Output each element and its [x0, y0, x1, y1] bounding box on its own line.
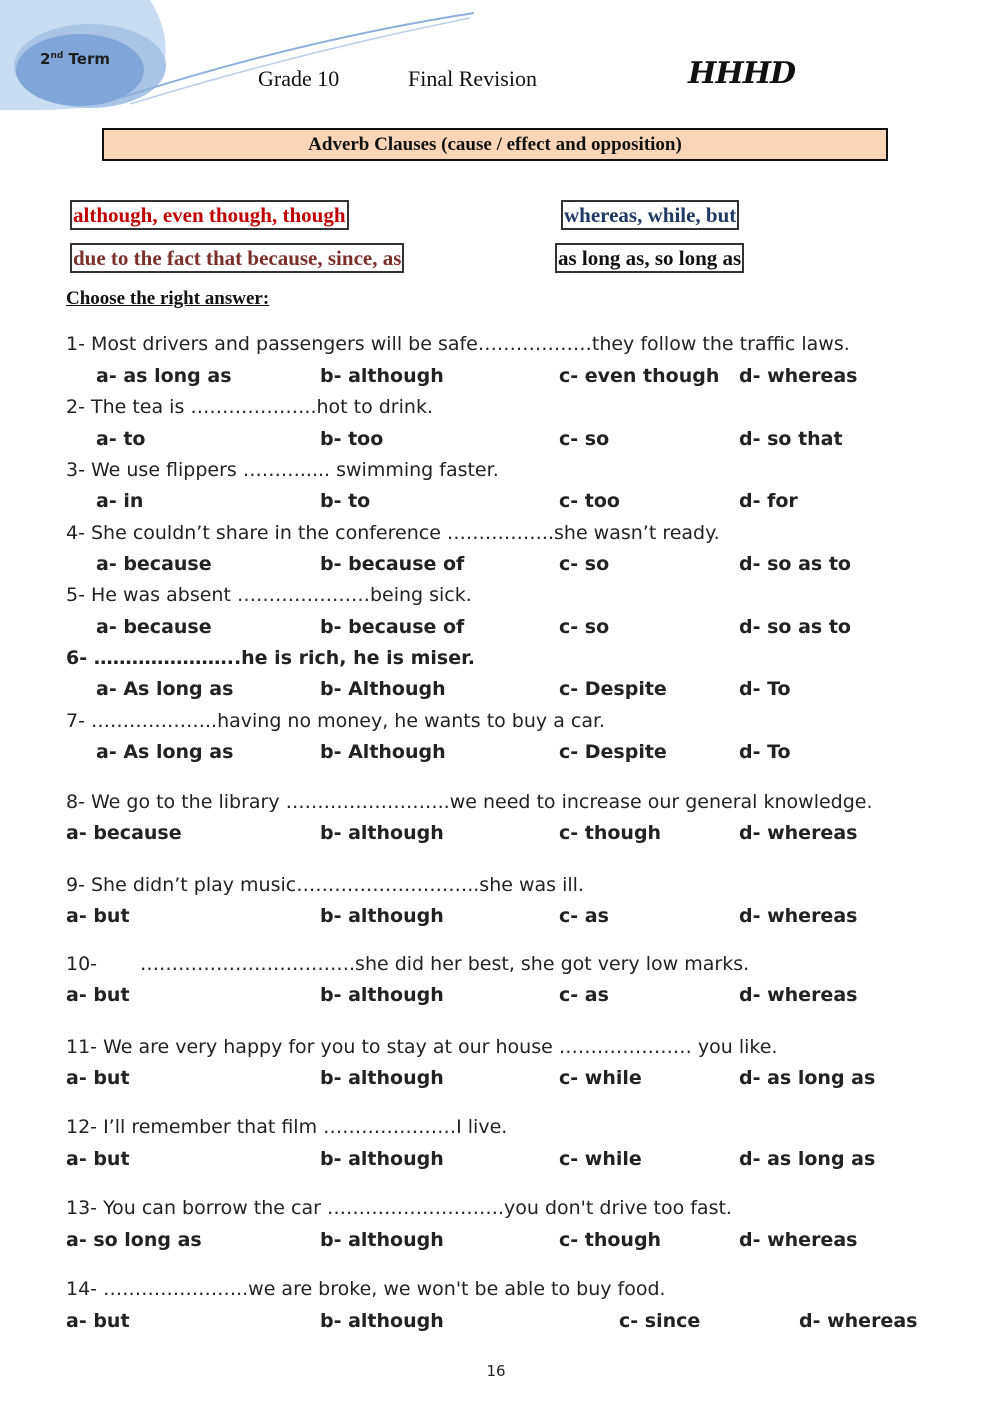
- q3-option-d[interactable]: d- for: [739, 490, 798, 512]
- question-9: 9- She didn’t play music………………………..she was ill.: [66, 874, 584, 896]
- question-2: 2- The tea is ………………..hot to drink.: [66, 396, 433, 418]
- q9-option-b[interactable]: b- although: [320, 905, 444, 927]
- q1-option-d[interactable]: d- whereas: [739, 365, 858, 387]
- q14-option-b[interactable]: b- although: [320, 1310, 444, 1332]
- q3-option-c[interactable]: c- too: [559, 490, 620, 512]
- q10-option-d[interactable]: d- whereas: [739, 984, 858, 1006]
- q4-option-c[interactable]: c- so: [559, 553, 610, 575]
- q4-option-b[interactable]: b- because of: [320, 553, 465, 575]
- q8-option-a[interactable]: a- because: [66, 822, 182, 844]
- q9-option-c[interactable]: c- as: [559, 905, 609, 927]
- keyword-box-cause: due to the fact that because, since, as: [70, 243, 404, 273]
- badge-ellipse: [16, 34, 144, 106]
- q6-option-a[interactable]: a- As long as: [96, 678, 234, 700]
- term-label: Term: [68, 50, 110, 68]
- q9-option-d[interactable]: d- whereas: [739, 905, 858, 927]
- q13-option-b[interactable]: b- although: [320, 1229, 444, 1251]
- topic-title: Adverb Clauses (cause / effect and opposition): [102, 128, 888, 161]
- q2-option-b[interactable]: b- too: [320, 428, 384, 450]
- instruction-heading: Choose the right answer:: [66, 288, 270, 309]
- keyword-box-condition: as long as, so long as: [555, 243, 744, 273]
- question-3: 3- We use flippers ………..... swimming faster.: [66, 459, 499, 481]
- question-13: 13- You can borrow the car ……………………….you don't drive too fast.: [66, 1197, 732, 1219]
- q3-option-b[interactable]: b- to: [320, 490, 371, 512]
- question-10-number: 10-: [66, 953, 98, 975]
- question-5: 5- He was absent …………………being sick.: [66, 584, 472, 606]
- q5-option-d[interactable]: d- so as to: [739, 616, 851, 638]
- q2-option-c[interactable]: c- so: [559, 428, 610, 450]
- q7-option-b[interactable]: b- Although: [320, 741, 446, 763]
- question-1: 1- Most drivers and passengers will be safe………………they follow the traffic laws.: [66, 333, 850, 355]
- q11-option-d[interactable]: d- as long as: [739, 1067, 876, 1089]
- q8-option-d[interactable]: d- whereas: [739, 822, 858, 844]
- q7-option-a[interactable]: a- As long as: [96, 741, 234, 763]
- term-suffix: nd: [50, 51, 64, 61]
- q13-option-c[interactable]: c- though: [559, 1229, 662, 1251]
- question-10: …………………………….she did her best, she got very low marks.: [140, 953, 750, 975]
- q2-option-a[interactable]: a- to: [96, 428, 146, 450]
- q8-option-b[interactable]: b- although: [320, 822, 444, 844]
- q8-option-c[interactable]: c- though: [559, 822, 662, 844]
- question-8: 8- We go to the library ……………………..we need to increase our general knowledge.: [66, 791, 873, 813]
- q14-option-c[interactable]: c- since: [619, 1310, 701, 1332]
- q13-option-a[interactable]: a- so long as: [66, 1229, 202, 1251]
- term-number: 2: [40, 50, 51, 68]
- grade-label: Grade 10: [258, 66, 340, 91]
- signature-logo: HHHD: [688, 56, 796, 91]
- question-7: 7- ………………..having no money, he wants to buy a car.: [66, 710, 606, 732]
- question-11: 11- We are very happy for you to stay at our house ………………… you like.: [66, 1036, 778, 1058]
- q2-option-d[interactable]: d- so that: [739, 428, 843, 450]
- q10-option-c[interactable]: c- as: [559, 984, 609, 1006]
- question-4: 4- She couldn’t share in the conference ……………..she wasn’t ready.: [66, 522, 720, 544]
- q7-option-c[interactable]: c- Despite: [559, 741, 667, 763]
- q4-option-d[interactable]: d- so as to: [739, 553, 851, 575]
- q10-option-b[interactable]: b- although: [320, 984, 444, 1006]
- q6-option-b[interactable]: b- Although: [320, 678, 446, 700]
- q7-option-d[interactable]: d- To: [739, 741, 791, 763]
- keyword-box-contrast: whereas, while, but: [561, 200, 739, 230]
- q3-option-a[interactable]: a- in: [96, 490, 144, 512]
- q4-option-a[interactable]: a- because: [96, 553, 212, 575]
- page-number: 16: [486, 1362, 506, 1380]
- q9-option-a[interactable]: a- but: [66, 905, 130, 927]
- revision-label: Final Revision: [408, 66, 537, 91]
- q14-option-a[interactable]: a- but: [66, 1310, 130, 1332]
- q6-option-d[interactable]: d- To: [739, 678, 791, 700]
- question-6: 6- …………………..he is rich, he is miser.: [66, 647, 475, 669]
- q12-option-b[interactable]: b- although: [320, 1148, 444, 1170]
- term-badge: [40, 50, 110, 68]
- q5-option-c[interactable]: c- so: [559, 616, 610, 638]
- question-12: 12- I’ll remember that film …………………I live.: [66, 1116, 508, 1138]
- q13-option-d[interactable]: d- whereas: [739, 1229, 858, 1251]
- question-14: 14- …………………..we are broke, we won't be able to buy food.: [66, 1278, 666, 1300]
- q6-option-c[interactable]: c- Despite: [559, 678, 667, 700]
- q1-option-c[interactable]: c- even though: [559, 365, 720, 387]
- q12-option-d[interactable]: d- as long as: [739, 1148, 876, 1170]
- q11-option-a[interactable]: a- but: [66, 1067, 130, 1089]
- q5-option-a[interactable]: a- because: [96, 616, 212, 638]
- q12-option-a[interactable]: a- but: [66, 1148, 130, 1170]
- q1-option-a[interactable]: a- as long as: [96, 365, 232, 387]
- q12-option-c[interactable]: c- while: [559, 1148, 642, 1170]
- q11-option-b[interactable]: b- although: [320, 1067, 444, 1089]
- q1-option-b[interactable]: b- although: [320, 365, 444, 387]
- q14-option-d[interactable]: d- whereas: [799, 1310, 918, 1332]
- q10-option-a[interactable]: a- but: [66, 984, 130, 1006]
- keyword-box-opposition: although, even though, though: [70, 200, 349, 230]
- q11-option-c[interactable]: c- while: [559, 1067, 642, 1089]
- q5-option-b[interactable]: b- because of: [320, 616, 465, 638]
